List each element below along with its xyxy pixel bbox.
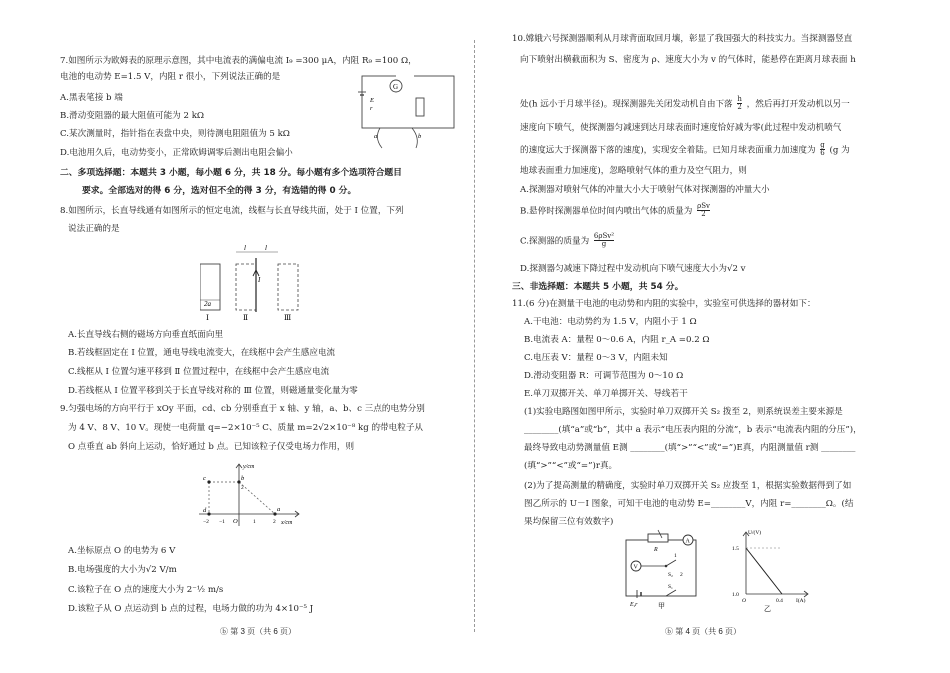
section-2-line2: 要求。全部选对的得 6 分，选对但不全的得 3 分，有选错的得 0 分。 — [82, 186, 357, 196]
fig8-label-l2: l — [265, 244, 267, 252]
fig-jia-label-ammeter: A — [685, 538, 690, 545]
q11-item-c: C.电压表 V：量程 0～3 V，内阻未知 — [524, 353, 668, 363]
fig-jia-label-voltmeter: V — [633, 564, 638, 571]
q7-option-b: B.滑动变阻器的最大阻值可能为 2 kΩ — [60, 111, 205, 121]
q9-option-a: A.坐标原点 O 的电势为 6 V — [68, 546, 176, 556]
page-footer-right: ⓑ 第 4 页（共 6 页） — [665, 627, 742, 636]
fig9-y-axis-label: y/cm — [243, 464, 255, 470]
q11-part1-line2: ________(填“a”或“b”，其中 a 表示“电压表内阻的分流”，b 表示“电流表内阻的分压”)， — [524, 425, 862, 435]
fig-yi-x-axis-label: I(A) — [796, 598, 806, 604]
column-divider — [474, 40, 475, 632]
q7-option-d: D.电池用久后，电动势变小，正常欧姆调零后测出电阻会偏小 — [60, 148, 293, 158]
q10-option-b — [520, 203, 710, 219]
q10-line3-part1: 处(h 远小于月球半径)。现探测器先关闭发动机自由下落 — [520, 99, 733, 110]
fig7-label-r: r — [370, 105, 373, 112]
frac-h-num: h — [737, 95, 742, 103]
fig9-origin: O — [233, 518, 238, 525]
fig-yi-tick-15: 1.5 — [732, 546, 739, 552]
fig8-label-current: I — [258, 276, 261, 284]
q10-option-d: D.探测器匀减速下降过程中发动机向下喷气速度大小为√2 v — [520, 264, 746, 274]
u-i-line — [746, 548, 782, 594]
fraction-6-rho-s-v2-over-g — [594, 233, 614, 249]
q10-line2: 向下喷射出横截面积为 S、密度为 ρ、速度大小为 v 的气体时，能悬停在距离月球表面 h — [520, 55, 856, 65]
fig9-tick-xm1: −1 — [219, 519, 225, 525]
fig8-label-2a: 2a — [204, 300, 211, 308]
q11-part1-line3: 最终导致电动势测量值 E测 ________(填“>”“<”或“=”)E真，内阻测量值 r测 ________ — [524, 443, 856, 453]
fig9-tick-y2: 2 — [241, 485, 244, 491]
measurement-circuit-figure — [610, 528, 714, 610]
u-i-graph-figure — [722, 524, 816, 612]
q7-stem-line2: 电池的电动势 E=1.5 V，内阻 r 很小，下列说法正确的是 — [60, 72, 281, 82]
q10-line5-part1: 的速度远大于探测器下落的速度)，实现安全着陆。已知月球表面重力加速度为 — [520, 145, 816, 156]
fig9-point-b: b — [241, 475, 245, 482]
fig9-tick-x2: 2 — [273, 519, 276, 525]
q11-item-e: E.单刀双掷开关、单刀单掷开关、导线若干 — [524, 389, 688, 399]
q7-stem-line1: 7.如图所示为欧姆表的原理示意图，其中电流表的满偏电流 I₉ =300 μA，内阻 R₉ =100 Ω， — [60, 56, 417, 66]
fig-jia-caption: 甲 — [658, 602, 665, 610]
q11-part2-line1: (2)为了提高测量的精确度，实验时单刀双掷开关 S₂ 应拨至 1，根据实验数据得到了如 — [524, 481, 852, 491]
fig7-label-g: G — [393, 83, 399, 91]
q9-option-c: C.该粒子在 O 点的速度大小为 2⁻½ m/s — [68, 585, 224, 595]
q8-option-d: D.若线框从 Ⅰ 位置平移到关于长直导线对称的 Ⅲ 位置，则磁通量变化量为零 — [68, 386, 358, 396]
frac-b-den: 2 — [701, 210, 706, 219]
q11-item-a: A.干电池：电动势约为 1.5 V，内阻小于 1 Ω — [524, 317, 697, 327]
q10-option-c-text: C.探测器的质量为 — [520, 236, 590, 247]
section-2-line1: 二、多项选择题：本题共 3 小题，每小题 6 分，共 18 分。每小题有多个选项符合题目 — [60, 168, 402, 178]
fraction-rho-s-v-over-2 — [697, 203, 710, 219]
wire-loop-figure — [200, 242, 320, 322]
fig9-point-a: a — [277, 506, 281, 513]
fig-jia-label-s2: S₂ — [668, 572, 673, 578]
fig8-label-pos3: Ⅲ — [284, 313, 292, 322]
fig9-point-d: d — [203, 507, 207, 514]
q9-stem-line1: 9.匀强电场的方向平行于 xOy 平面，cd、cb 分别垂直于 x 轴、y 轴，a、b、c 三点的电势分别 — [60, 404, 425, 414]
fig9-point-c: c — [203, 475, 206, 482]
q11-part2-line3: 果均保留三位有效数字) — [524, 517, 614, 527]
q11-item-d: D.滑动变阻器 R：可调节范围为 0～10 Ω — [524, 371, 684, 381]
q11-part1-line1: (1)实验电路图如图甲所示，实验时单刀双掷开关 S₂ 拨至 2，则系统误差主要来源是 — [524, 407, 843, 417]
q10-line3 — [520, 96, 850, 112]
fig-yi-caption: 乙 — [764, 605, 771, 612]
q10-option-c — [520, 233, 614, 249]
q10-line4: 速度向下喷气，使探测器匀减速到达月球表面时速度恰好减为零(此过程中发动机喷气 — [520, 123, 842, 133]
loop-position-3 — [278, 264, 298, 310]
q9-option-b: B.电场强度的大小为√2 V/m — [68, 565, 177, 575]
frac-g-den: 6 — [820, 149, 825, 158]
fig9-tick-x1: 1 — [253, 519, 256, 525]
fig-yi-tick-04: 0.4 — [776, 598, 783, 604]
frac-g-num: g — [820, 141, 825, 149]
fig-jia-label-r: R — [654, 547, 658, 553]
frac-c-den: g — [601, 240, 607, 249]
fig7-label-a: a — [374, 133, 378, 140]
fig-jia-label-er: E,r — [630, 602, 638, 608]
rheostat-r-icon — [648, 534, 668, 542]
fraction-h-over-2 — [737, 96, 742, 112]
q9-stem-line2: 为 4 V、8 V、10 V。现使一电荷量 q=−2×10⁻⁵ C、质量 m=2√2×10⁻⁸ kg 的带电粒子从 — [68, 423, 424, 433]
frac-c-num: 6ρSv² — [593, 232, 615, 240]
q7-option-c: C.某次测量时，指针指在表盘中央，则待测电阻阻值为 5 kΩ — [60, 129, 290, 139]
loop-position-2 — [236, 264, 256, 310]
fig8-label-pos2: Ⅱ — [243, 313, 249, 322]
field-coordinate-figure — [195, 458, 305, 530]
fig-jia-label-pos2: 2 — [680, 572, 683, 578]
q11-item-b: B.电流表 A：量程 0～0.6 A，内阻 r_A =0.2 Ω — [524, 335, 710, 345]
q8-option-c: C.线框从 Ⅰ 位置匀速平移到 Ⅱ 位置过程中，在线框中会产生感应电流 — [68, 367, 330, 377]
q11-part1-line4: (填“>”“<”或“=”)r真。 — [524, 461, 618, 471]
frac-h-den: 2 — [737, 103, 742, 112]
fig8-label-pos1: Ⅰ — [206, 313, 209, 322]
frac-b-num: ρSv — [697, 202, 710, 210]
q7-option-a: A.黑表笔接 b 端 — [60, 93, 123, 103]
q10-line5 — [520, 142, 850, 158]
q10-option-a: A.探测器对喷射气体的冲量大小大于喷射气体对探测器的冲量大小 — [520, 185, 770, 195]
rheostat-icon — [416, 98, 424, 116]
q10-option-b-text: B.悬停时探测器单位时间内喷出气体的质量为 — [520, 206, 693, 217]
q10-line3-part2: ，然后再打开发动机以另一 — [746, 99, 850, 110]
page-footer-left: ⓑ 第 3 页（共 6 页） — [220, 627, 297, 636]
q8-option-b: B.若线框固定在 Ⅰ 位置，通电导线电流变大，在线框中会产生感应电流 — [68, 348, 336, 358]
fig-yi-tick-10: 1.0 — [732, 592, 739, 598]
q10-line6: 地球表面重力加速度)，忽略喷射气体的重力及空气阻力，则 — [520, 166, 747, 176]
q10-line1: 10.嫦娥六号探测器顺利从月球背面取回月壤，彰显了我国强大的科技实力。当探测器竖直 — [512, 34, 853, 44]
fig8-label-l1: l — [244, 244, 246, 252]
q8-stem-line2: 说法正确的是 — [68, 224, 120, 234]
fig9-tick-xm2: −2 — [203, 519, 209, 525]
q8-option-a: A.长直导线右侧的磁场方向垂直纸面向里 — [68, 330, 224, 340]
fig9-x-axis-label: x/cm — [281, 520, 293, 526]
fraction-g-over-6 — [820, 142, 824, 158]
q9-stem-line3: O 点垂直 ab 斜向上运动，恰好通过 b 点。已知该粒子仅受电场力作用，则 — [68, 442, 355, 452]
q10-line5-part2: (g 为 — [829, 145, 850, 156]
section-3-heading: 三、非选择题：本题共 5 小题，共 54 分。 — [512, 282, 684, 292]
fig-yi-origin: O — [742, 598, 746, 604]
q11-intro: 11.(6 分)在测量干电池的电动势和内阻的实验中，实验室可供选择的器材如下： — [512, 299, 816, 309]
q11-part2-line2: 图乙所示的 U－I 图象，可知干电池的电动势 E=________V，内阻 r=________Ω。(结 — [524, 499, 854, 509]
fig-yi-y-axis-label: U/(V) — [748, 530, 762, 536]
q8-stem-line1: 8.如图所示，长直导线通有如图所示的恒定电流，线框与长直导线共面，处于 Ⅰ 位置，下列 — [60, 206, 404, 216]
fig-jia-label-pos1: 1 — [674, 553, 677, 559]
fig7-label-e: E — [370, 97, 374, 104]
q9-option-d: D.该粒子从 O 点运动到 b 点的过程，电场力做的功为 4×10⁻⁵ J — [68, 604, 314, 614]
ohmmeter-circuit-figure — [356, 72, 460, 150]
fig7-label-b: b — [418, 133, 422, 140]
fig-jia-label-s1: S₁ — [668, 584, 673, 590]
